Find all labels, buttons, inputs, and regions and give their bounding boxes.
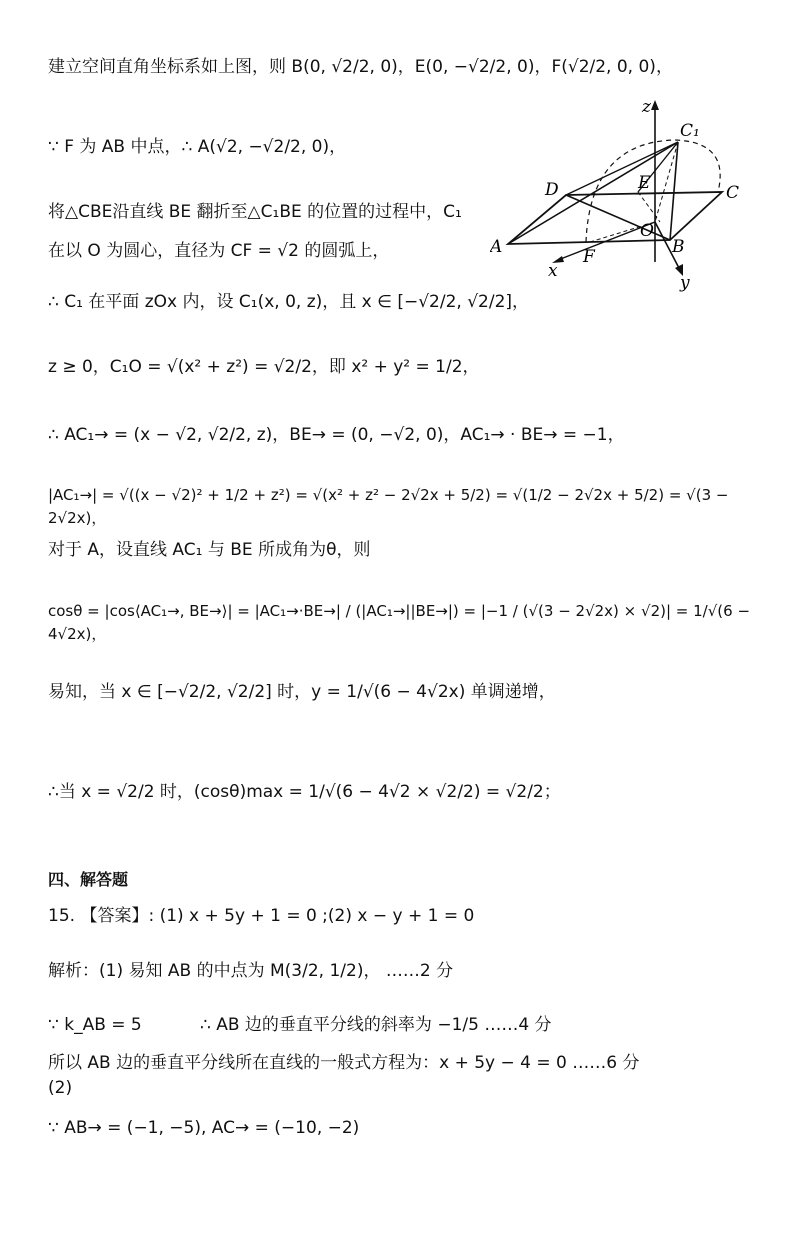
- line-9: 对于 A，设直线 AC₁ 与 BE 所成角为θ，则: [48, 540, 371, 560]
- line-1: 建立空间直角坐标系如上图，则 B(0, √2/2, 0)，E(0, −√2/2, 0)，F(√2/2, 0, 0)，: [48, 57, 673, 77]
- line-4: 在以 O 为圆心，直径为 CF = √2 的圆弧上，: [48, 241, 390, 261]
- line-12: ∴当 x = √2/2 时，(cosθ)max = 1/√(6 − 4√2 × √2/2) = √2/2；: [48, 782, 561, 802]
- line-8: |AC₁→| = √((x − √2)² + 1/2 + z²) = √(x² + z² − 2√2x + 5/2) = √(1/2 − 2√2x + 5/2) = √(3 − 2√2x)，: [48, 486, 729, 527]
- q15-step4: (2): [48, 1078, 73, 1098]
- geometry-figure: [490, 92, 755, 292]
- label-o: O: [640, 221, 654, 241]
- z-axis-arrow: [651, 100, 659, 110]
- line-5: ∴ C₁ 在平面 zOx 内，设 C₁(x, 0, z)，且 x ∈ [−√2/2, √2/2]，: [48, 292, 530, 312]
- line-11: 易知，当 x ∈ [−√2/2, √2/2] 时，y = 1/√(6 − 4√2x) 单调递增，: [48, 682, 556, 702]
- label-x: x: [548, 261, 558, 281]
- q15-step2a: ∵ k_AB = 5: [48, 1015, 142, 1035]
- line-3: 将△CBE沿直线 BE 翻折至△C₁BE 的位置的过程中，C₁: [48, 202, 462, 222]
- label-e: E: [638, 173, 651, 193]
- label-z: z: [642, 97, 651, 117]
- label-y: y: [680, 273, 690, 292]
- q15-step1: 解析：(1) 易知 AB 的中点为 M(3/2, 1/2)， ……2 分: [48, 961, 454, 981]
- label-b: B: [672, 237, 685, 257]
- q15-step3: 所以 AB 边的垂直平分线所在直线的一般式方程为：x + 5y − 4 = 0 ……6 分: [48, 1053, 640, 1073]
- label-c1: C₁: [680, 121, 700, 141]
- q15-answer: 15. 【答案】: (1) x + 5y + 1 = 0 ;(2) x − y + 1 = 0: [48, 906, 475, 926]
- line-6: z ≥ 0，C₁O = √(x² + z²) = √2/2，即 x² + y² = 1/2，: [48, 357, 480, 377]
- label-a: A: [490, 237, 503, 257]
- edge-dc1: [566, 142, 678, 195]
- q15-step2b: ∴ AB 边的垂直平分线的斜率为 −1/5 ……4 分: [200, 1015, 552, 1035]
- label-f: F: [583, 247, 595, 267]
- base-parallelogram: [508, 192, 722, 244]
- line-7: ∴ AC₁→ = (x − √2, √2/2, z)，BE→ = (0, −√2, 0)，AC₁→ · BE→ = −1，: [48, 425, 625, 445]
- line-10: cosθ = |cos⟨AC₁→, BE→⟩| = |AC₁→·BE→| / (|AC₁→||BE→|) = |−1 / (√(3 − 2√2x) × √2)| = 1/√(6 − 4√2x)，: [48, 602, 751, 643]
- q15-step5: ∵ AB→ = (−1, −5), AC→ = (−10, −2): [48, 1118, 360, 1138]
- section-heading: 四、解答题: [48, 870, 129, 889]
- label-d: D: [545, 180, 559, 200]
- line-2: ∵ F 为 AB 中点，∴ A(√2, −√2/2, 0)，: [48, 137, 347, 157]
- label-c: C: [726, 183, 740, 203]
